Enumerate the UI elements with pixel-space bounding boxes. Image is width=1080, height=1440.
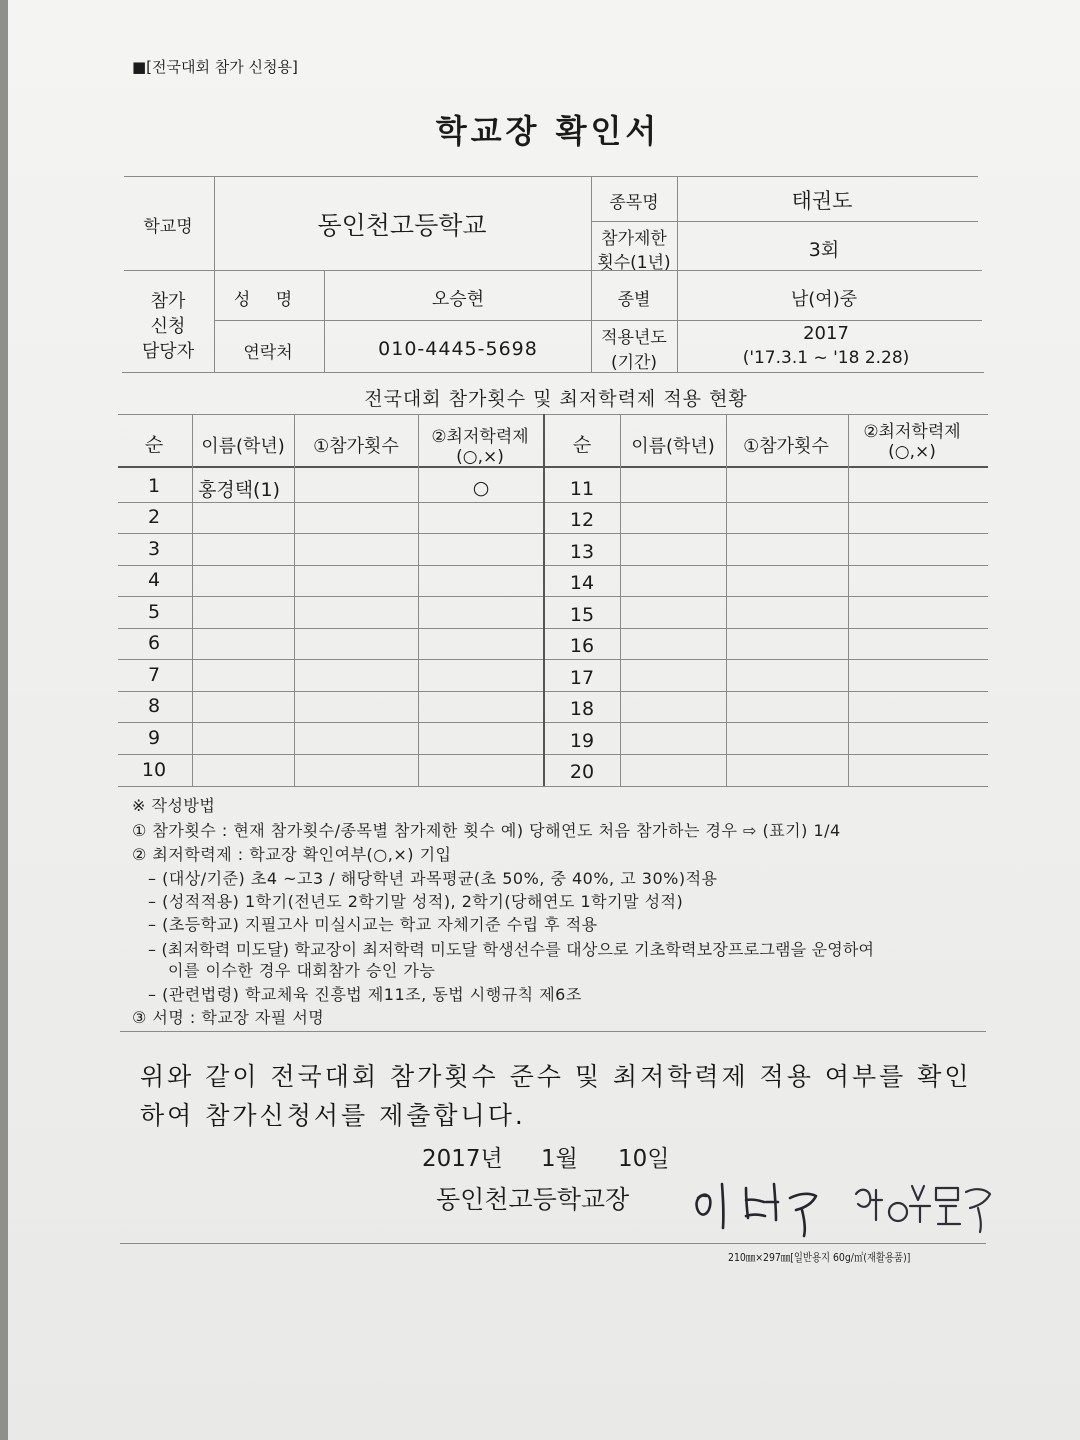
header-no-right: 순: [572, 434, 592, 456]
row-number: 12: [569, 509, 595, 531]
header-min-left-2: (○,×): [456, 447, 504, 467]
principal-title: 동인천고등학교장: [436, 1185, 630, 1214]
row-number: 4: [147, 569, 161, 591]
contact-label: 연락처: [243, 343, 293, 363]
header-min-right-2: (○,×): [888, 442, 936, 462]
row-number: 17: [569, 667, 595, 689]
header-no-left: 순: [144, 434, 164, 456]
page-title: 학교장 확인서: [435, 112, 661, 150]
note-9: ③ 서명 : 학교장 자필 서명: [132, 1008, 325, 1027]
row-number: 20: [569, 761, 595, 783]
manager-label-1: 참가: [150, 291, 186, 312]
note-5: – (초등학교) 지필고사 미실시교는 학교 자체기준 수립 후 적용: [148, 915, 598, 934]
declaration-line-1: 위와 같이 전국대회 참가횟수 준수 및 최저학력제 적용 여부를 확인: [140, 1062, 972, 1091]
header-min-right-1: ②최저학력제: [863, 422, 961, 442]
row-number: 1: [147, 475, 161, 497]
gender-label: 종별: [617, 290, 651, 310]
manager-label-3: 담당자: [141, 341, 195, 362]
name-value: 오승현: [431, 289, 485, 310]
note-4: – (성적적용) 1학기(전년도 2학기말 성적), 2학기(당해연도 1학기말 성적): [148, 892, 684, 911]
row-number: 8: [147, 695, 161, 717]
row-number: 3: [147, 538, 161, 560]
header-name-right: 이름(학년): [631, 436, 715, 457]
school-value: 동인천고등학교: [317, 211, 487, 240]
year-label-1: 적용년도: [601, 328, 667, 348]
document-page: [8, 0, 1080, 1440]
row1-name: 홍경택(1): [198, 479, 280, 501]
row-number: 5: [147, 601, 161, 623]
footer-spec: 210㎜×297㎜[일반용지 60g/㎡(재활용품)]: [728, 1251, 911, 1264]
header-tag: ■[전국대회 참가 신청용]: [132, 58, 298, 76]
event-value: 태권도: [791, 189, 853, 213]
divider: [120, 1031, 986, 1032]
school-label: 학교명: [143, 217, 193, 237]
row-number: 9: [147, 727, 161, 749]
date-year: 2017년: [422, 1146, 503, 1172]
date-day: 10일: [618, 1146, 670, 1172]
note-7: 이를 이수한 경우 대회참가 승인 가능: [168, 961, 436, 980]
note-6: – (최저학력 미도달) 학교장이 최저학력 미도달 학생선수를 대상으로 기초학력보장프로그램을 운영하여: [148, 940, 875, 959]
header-count-right: ①참가횟수: [743, 436, 829, 457]
row-number: 10: [141, 759, 167, 781]
row-number: 11: [569, 478, 595, 500]
header-name-left: 이름(학년): [201, 436, 285, 457]
contact-value: 010-4445-5698: [378, 338, 538, 360]
event-label: 종목명: [609, 193, 659, 213]
note-3: – (대상/기준) 초4 ~고3 / 해당학년 과목평균(초 50%, 중 40%, 고 30%)적용: [148, 869, 718, 888]
row-number: 14: [569, 572, 595, 594]
status-title: 전국대회 참가횟수 및 최저학력제 적용 현황: [364, 388, 748, 410]
note-1: ① 참가횟수 : 현재 참가횟수/종목별 참가제한 횟수 예) 당해연도 처음 참가하는 경우 ⇨ (표기) 1/4: [132, 821, 841, 840]
declaration-line-2: 하여 참가신청서를 제출합니다.: [140, 1101, 526, 1130]
manager-label-2: 신청: [150, 316, 186, 337]
year-value: 2017: [803, 323, 849, 344]
note-2: ② 최저학력제 : 학교장 확인여부(○,×) 기입: [132, 845, 452, 864]
limit-label-1: 참가제한: [601, 229, 667, 249]
limit-value: 3회: [808, 239, 840, 261]
row-number: 2: [147, 506, 161, 528]
row-number: 6: [147, 632, 161, 654]
limit-label-2: 횟수(1년): [597, 253, 671, 273]
divider: [120, 1243, 986, 1244]
row-number: 13: [569, 541, 595, 563]
header-min-left-1: ②최저학력제: [431, 427, 529, 447]
header-count-left: ①참가횟수: [313, 436, 399, 457]
year-label-2: (기간): [610, 353, 658, 373]
seal-image: [846, 1170, 1006, 1240]
row-number: 18: [569, 698, 595, 720]
gender-value: 남(여)중: [790, 289, 858, 310]
row-number: 19: [569, 730, 595, 752]
row-number: 15: [569, 604, 595, 626]
note-8: – (관련법령) 학교체육 진흥법 제11조, 동법 시행규칙 제6조: [148, 985, 582, 1004]
signature-image: [688, 1172, 838, 1242]
period-value: ('17.3.1 ~ '18 2.28): [742, 348, 910, 368]
name-label: 성 명: [233, 290, 303, 310]
row-number: 7: [147, 664, 161, 686]
row1-mark: ○: [472, 477, 490, 499]
notes-heading: ※ 작성방법: [132, 796, 216, 815]
row-number: 16: [569, 635, 595, 657]
date-month: 1월: [541, 1146, 578, 1172]
